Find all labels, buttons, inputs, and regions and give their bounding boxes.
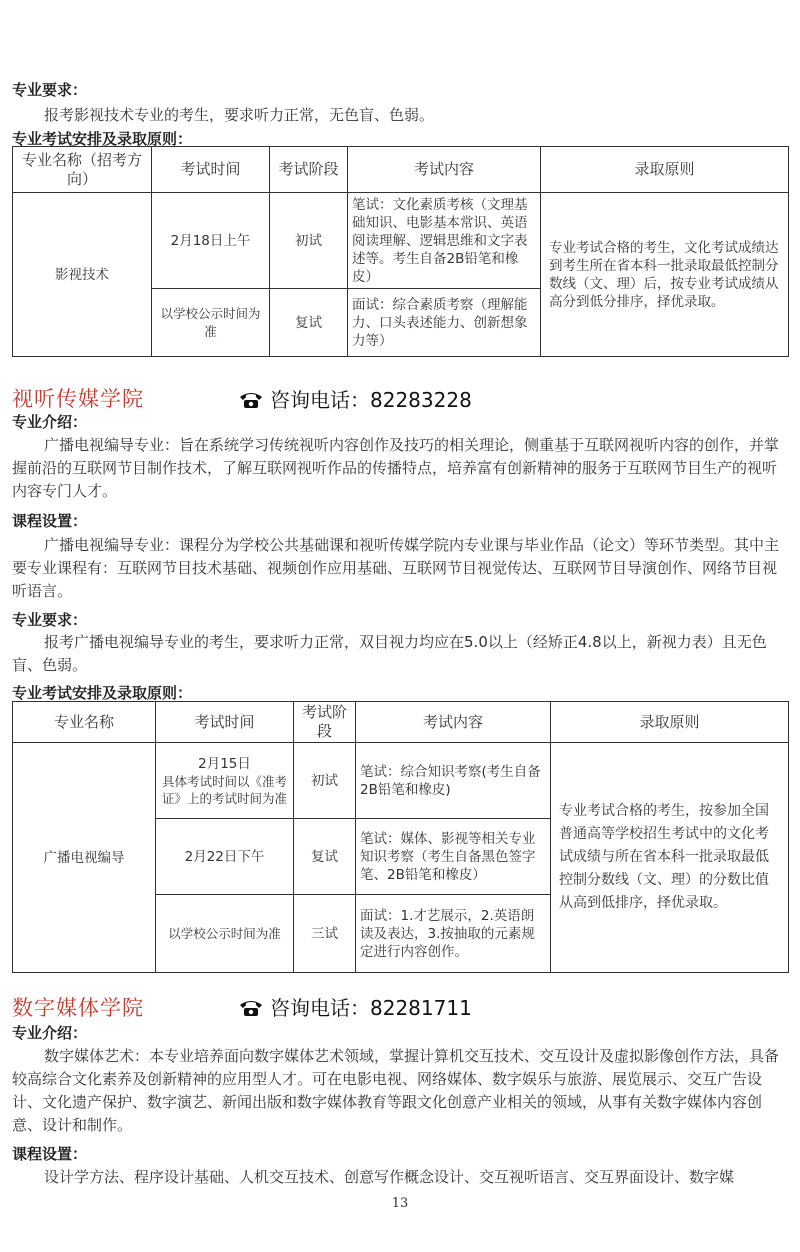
consult-phone (238, 992, 472, 1021)
exam-table-broadcast (12, 701, 789, 973)
telephone-icon (238, 997, 264, 1017)
arrangement-heading: 专业考试安排及录取原则： (12, 684, 193, 702)
requirement-text: 报考影视技术专业的考生，要求听力正常，无色盲、色弱。 (44, 106, 435, 124)
col-header-time: 考试时间 (156, 702, 294, 743)
col-header-content: 考试内容 (348, 147, 541, 193)
stage-cell: 复试 (270, 289, 348, 357)
col-header-principle: 录取原则 (541, 147, 789, 193)
col-header-major: 专业名称 (13, 702, 156, 743)
time-cell (156, 743, 294, 819)
content-cell: 面试：综合素质考察（理解能力、口头表述能力、创新想象力等） (348, 289, 541, 357)
principle-cell: 专业考试合格的考生，文化考试成绩达到考生所在省本科一批录取最低控制分数线（文、理）后，按专业考试成绩从高分到低分排序，择优录取。 (541, 193, 789, 357)
intro-heading: 专业介绍： (12, 1024, 88, 1042)
col-header-stage: 考试阶段 (270, 147, 348, 193)
stage-cell: 三试 (294, 895, 356, 973)
time-note: 具体考试时间以《准考证》上的考试时间为准 (161, 773, 287, 806)
telephone-icon (238, 389, 264, 409)
page-number: 13 (391, 1196, 409, 1211)
stage-cell: 初试 (270, 193, 348, 289)
col-header-time: 考试时间 (152, 147, 270, 193)
course-heading: 课程设置： (12, 1145, 88, 1163)
course-text: 广播电视编导专业：课程分为学校公共基础课和视听传媒学院内专业课与毕业作品（论文）等环节类型。其中主要专业课程有：互联网节目技术基础、视频创作应用基础、互联网节目视觉传达、互联网节目导演创作、网络节目视听语言。 (12, 536, 780, 600)
stage-cell: 初试 (294, 743, 356, 819)
time-cell: 以学校公示时间为准 (152, 289, 270, 357)
intro-heading: 专业介绍： (12, 413, 88, 431)
phone-label: 咨询电话： (270, 996, 370, 1020)
consult-phone (238, 384, 472, 413)
time-cell: 2月18日上午 (152, 193, 270, 289)
content-cell: 笔试：综合知识考察(考生自备2B铅笔和橡皮) (356, 743, 551, 819)
requirement-heading: 专业要求： (12, 81, 88, 99)
col-header-principle: 录取原则 (551, 702, 789, 743)
phone-number: 82283228 (370, 388, 472, 412)
major-cell: 影视技术 (13, 193, 152, 357)
time-cell: 以学校公示时间为准 (156, 895, 294, 973)
course-text: 设计学方法、程序设计基础、人机交互技术、创意写作概念设计、交互视听语言、交互界面设计、数字媒 (44, 1168, 735, 1186)
college-title: 数字媒体学院 (12, 996, 144, 1020)
course-heading: 课程设置： (12, 512, 88, 530)
time-main: 2月15日 (198, 755, 251, 772)
col-header-stage: 考试阶段 (294, 702, 356, 743)
content-cell: 笔试：媒体、影视等相关专业知识考察（考生自备黑色签字笔、2B铅笔和橡皮） (356, 819, 551, 895)
content-cell: 面试：1.才艺展示，2.英语朗读及表达，3.按抽取的元素规定进行内容创作。 (356, 895, 551, 973)
college-title: 视听传媒学院 (12, 387, 144, 411)
col-header-content: 考试内容 (356, 702, 551, 743)
arrangement-heading: 专业考试安排及录取原则： (12, 130, 193, 148)
intro-text: 广播电视编导专业：旨在系统学习传统视听内容创作及技巧的相关理论，侧重基于互联网视听内容的创作，并掌握前沿的互联网节目制作技术，了解互联网视听作品的传播特点，培养富有创新精神的服务于互联网节目生产的视听内容专门人才。 (12, 436, 780, 500)
time-cell: 2月22日下午 (156, 819, 294, 895)
col-header-major: 专业名称（招考方向） (13, 147, 152, 193)
requirement-heading: 专业要求： (12, 611, 88, 629)
phone-number: 82281711 (370, 996, 472, 1020)
phone-label: 咨询电话： (270, 388, 370, 412)
principle-cell: 专业考试合格的考生，按参加全国普通高等学校招生考试中的文化考试成绩与所在省本科一批录取最低控制分数线（文、理）的分数比值从高到低排序，择优录取。 (551, 743, 789, 973)
requirement-text: 报考广播电视编导专业的考生，要求听力正常，双目视力均应在5.0以上（经矫正4.8以上，新视力表）且无色盲、色弱。 (12, 633, 767, 674)
content-cell: 笔试：文化素质考核（文理基础知识、电影基本常识、英语阅读理解、逻辑思维和文字表述等。考生自备2B铅笔和橡皮） (348, 193, 541, 289)
stage-cell: 复试 (294, 819, 356, 895)
intro-text: 数字媒体艺术：本专业培养面向数字媒体艺术领域，掌握计算机交互技术、交互设计及虚拟影像创作方法，具备较高综合文化素养及创新精神的应用型人才。可在电影电视、网络媒体、数字娱乐与旅游、展览展示、交互广告设计、文化遗产保护、数字演艺、新闻出版和数字媒体教育等跟文化创意产业相关的领域，从事有关数字媒体内容创意、设计和制作。 (12, 1047, 780, 1134)
exam-table-film-tech (12, 146, 789, 357)
major-cell: 广播电视编导 (13, 743, 156, 973)
